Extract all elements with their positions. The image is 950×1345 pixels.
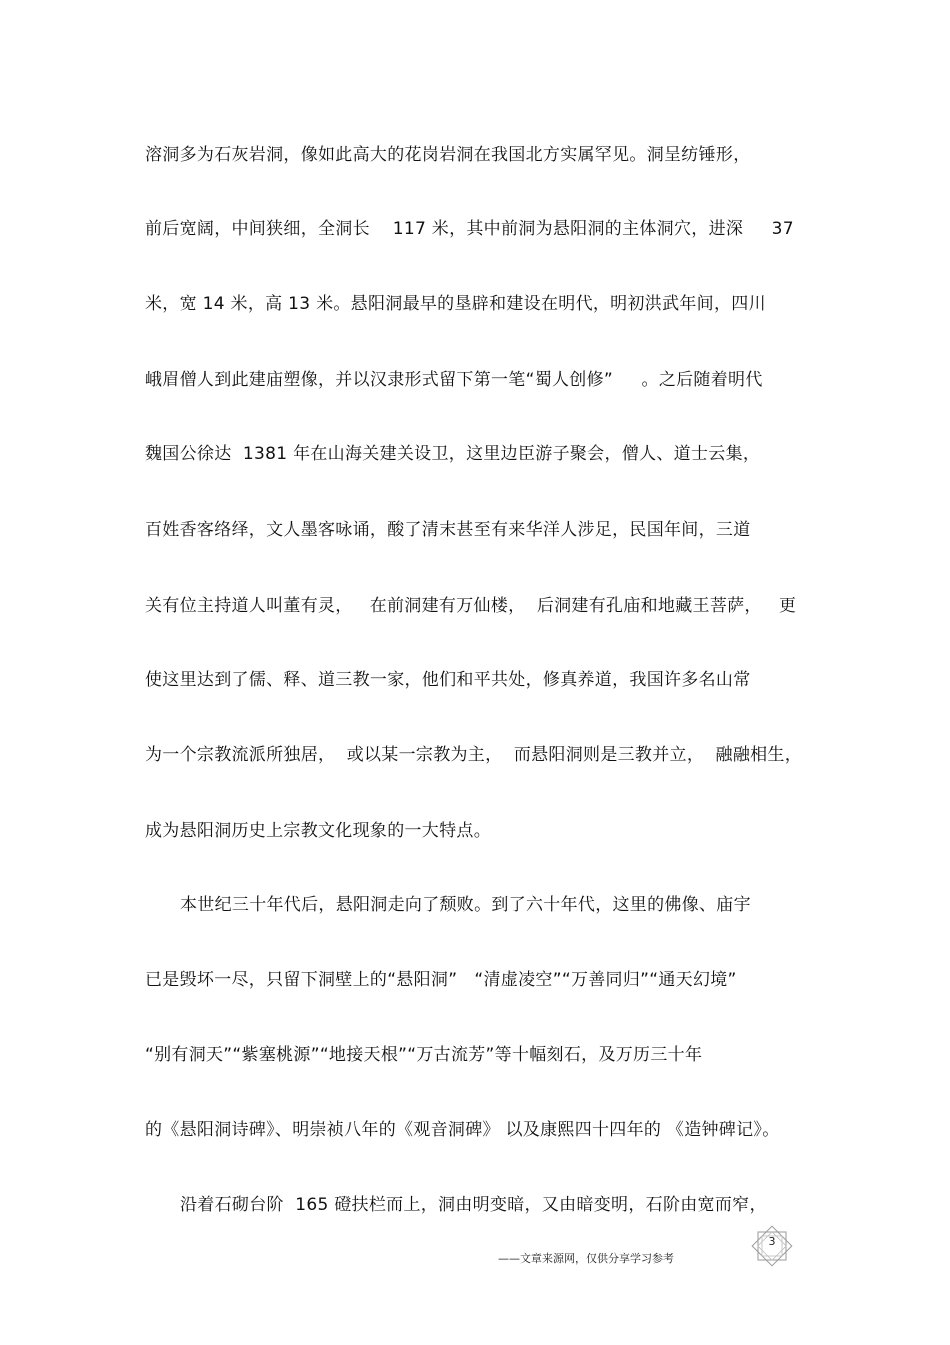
text-line: 魏国公徐达 1381 年在山海关建关设卫，这里边臣游子聚会，僧人、道士云集， xyxy=(145,444,761,464)
text-line: 百姓香客络绎，文人墨客咏诵，酸了清末甚至有来华洋人涉足，民国年间，三道 xyxy=(145,520,751,540)
paragraph-first-line: 沿着石砌台阶 165 磴扶栏而上，洞由明变暗，又由暗变明，石阶由宽而窄， xyxy=(180,1195,767,1215)
text-line: 前后宽阔，中间狭细，全洞长 117 米，其中前洞为悬阳洞的主体洞穴，进深 37 xyxy=(145,219,794,239)
text-line: 的《悬阳洞诗碑》、明崇祯八年的《观音洞碑》 以及康熙四十四年的 《造钟碑记》。 xyxy=(145,1120,780,1140)
text-line: 米，宽 14 米，高 13 米。悬阳洞最早的垦辟和建设在明代，明初洪武年间，四川 xyxy=(145,294,766,314)
paragraph-first-line: 本世纪三十年代后，悬阳洞走向了颓败。到了六十年代，这里的佛像、庙宇 xyxy=(180,895,751,915)
text-line: 为一个宗教流派所独居， 或以某一宗教为主， 而悬阳洞则是三教并立， 融融相生， xyxy=(145,745,803,765)
page-number-badge xyxy=(748,1222,796,1270)
text-line: 已是毁坏一尽，只留下洞壁上的“悬阳洞” “清虚凌空”“万善同归”“通天幻境” xyxy=(145,970,737,990)
text-line: 关有位主持道人叫董有灵， 在前洞建有万仙楼， 后洞建有孔庙和地藏王菩萨， 更 xyxy=(145,596,797,616)
text-line: 溶洞多为石灰岩洞，像如此高大的花岗岩洞在我国北方实属罕见。洞呈纺锤形， xyxy=(145,145,751,165)
text-line: 峨眉僧人到此建庙塑像，并以汉隶形式留下第一笔“蜀人创修” 。之后随着明代 xyxy=(145,370,763,390)
page-number: 3 xyxy=(768,1235,776,1248)
text-line: “别有洞天”“紫塞桃源”“地接天根”“万古流芳”等十幅刻石，及万历三十年 xyxy=(145,1045,703,1065)
text-line: 使这里达到了儒、释、道三教一家，他们和平共处，修真养道，我国许多名山常 xyxy=(145,670,751,690)
footer-source-text: ——文章来源网，仅供分享学习参考 xyxy=(498,1252,674,1265)
text-line: 成为悬阳洞历史上宗教文化现象的一大特点。 xyxy=(145,821,491,841)
